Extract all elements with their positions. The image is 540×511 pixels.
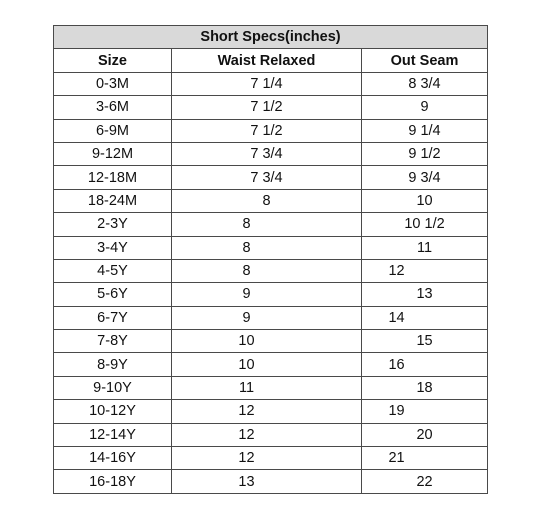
cell-waist-relaxed: [172, 306, 362, 329]
cell-out-seam-value: 13: [416, 286, 433, 303]
cell-out-seam-value: 16: [388, 356, 405, 373]
cell-waist-relaxed-value: 7 3/4: [250, 169, 283, 186]
cell-size-value: 3-4Y: [97, 239, 128, 256]
cell-out-seam-value: 9 1/2: [408, 146, 441, 163]
cell-waist-relaxed-value: 10: [238, 333, 255, 350]
cell-waist-relaxed: [172, 96, 362, 119]
column-header-size: Size: [54, 49, 172, 72]
cell-waist-relaxed: [172, 353, 362, 376]
cell-waist-relaxed: [172, 470, 362, 493]
cell-out-seam: [362, 96, 488, 119]
cell-out-seam-value: 21: [388, 450, 405, 467]
table-row: [54, 330, 488, 353]
cell-waist-relaxed: [172, 400, 362, 423]
table-row: [54, 142, 488, 165]
table-row: [54, 213, 488, 236]
cell-out-seam: [362, 283, 488, 306]
cell-waist-relaxed: [172, 283, 362, 306]
short-specs-table: [53, 25, 488, 494]
cell-waist-relaxed-value: 8: [242, 216, 251, 233]
cell-size-value: 7-8Y: [97, 333, 128, 350]
cell-waist-relaxed-value: 7 3/4: [250, 146, 283, 163]
cell-out-seam: [362, 353, 488, 376]
cell-waist-relaxed: [172, 166, 362, 189]
cell-waist-relaxed: [172, 213, 362, 236]
cell-waist-relaxed: [172, 447, 362, 470]
cell-size-value: 5-6Y: [97, 286, 128, 303]
cell-out-seam: [362, 259, 488, 282]
cell-out-seam-value: 10 1/2: [404, 216, 445, 233]
cell-waist-relaxed: [172, 330, 362, 353]
cell-size-value: 10-12Y: [89, 403, 136, 420]
cell-out-seam: [362, 330, 488, 353]
cell-out-seam: [362, 400, 488, 423]
table-row: [54, 72, 488, 95]
table-row: [54, 470, 488, 493]
cell-size-value: 6-9M: [95, 122, 130, 139]
cell-size-value: 12-14Y: [89, 426, 136, 443]
cell-out-seam-value: 14: [388, 309, 405, 326]
cell-out-seam: [362, 166, 488, 189]
table-title: Short Specs(inches): [54, 26, 488, 49]
column-header-out-seam: Out Seam: [362, 49, 488, 72]
cell-waist-relaxed-value: 7 1/2: [250, 99, 283, 116]
cell-waist-relaxed: [172, 189, 362, 212]
cell-size-value: 18-24M: [87, 192, 138, 209]
cell-waist-relaxed: [172, 142, 362, 165]
cell-out-seam: [362, 189, 488, 212]
cell-waist-relaxed-value: 8: [242, 239, 251, 256]
cell-waist-relaxed-value: 7 1/4: [250, 75, 283, 92]
cell-size-value: 8-9Y: [97, 356, 128, 373]
cell-size-value: 9-10Y: [93, 380, 132, 397]
cell-size-value: 6-7Y: [97, 309, 128, 326]
cell-waist-relaxed: [172, 423, 362, 446]
cell-out-seam-value: 8 3/4: [408, 75, 441, 92]
cell-out-seam: [362, 213, 488, 236]
cell-waist-relaxed-value: 8: [242, 263, 251, 280]
table-row: [54, 259, 488, 282]
cell-size: [54, 189, 172, 212]
cell-out-seam-value: 22: [416, 473, 433, 490]
cell-out-seam: [362, 423, 488, 446]
cell-waist-relaxed-value: 8: [262, 192, 271, 209]
cell-out-seam-value: 11: [416, 239, 433, 256]
table-row: [54, 236, 488, 259]
cell-out-seam-value: 15: [416, 333, 433, 350]
cell-size: [54, 142, 172, 165]
cell-waist-relaxed-value: 9: [242, 286, 251, 303]
cell-out-seam-value: 9: [420, 99, 429, 116]
cell-out-seam-value: 18: [416, 380, 433, 397]
cell-waist-relaxed: [172, 236, 362, 259]
cell-out-seam-value: 9 1/4: [408, 122, 441, 139]
table-header-row: [54, 49, 488, 72]
cell-size-value: 16-18Y: [89, 473, 136, 490]
cell-out-seam: [362, 119, 488, 142]
table-row: [54, 96, 488, 119]
table-row: [54, 376, 488, 399]
cell-waist-relaxed-value: 9: [242, 309, 251, 326]
cell-size-value: 2-3Y: [97, 216, 128, 233]
table-body: [54, 72, 488, 493]
table-row: [54, 119, 488, 142]
cell-waist-relaxed-value: 12: [238, 403, 255, 420]
cell-out-seam: [362, 306, 488, 329]
column-header-waist-relaxed: Waist Relaxed: [172, 49, 362, 72]
cell-out-seam-value: 20: [416, 426, 433, 443]
cell-out-seam: [362, 142, 488, 165]
cell-size-value: 0-3M: [95, 75, 130, 92]
cell-out-seam: [362, 236, 488, 259]
table-row: [54, 447, 488, 470]
cell-size-value: 12-18M: [87, 169, 138, 186]
cell-out-seam: [362, 376, 488, 399]
cell-out-seam: [362, 447, 488, 470]
table-title-row: [54, 26, 488, 49]
cell-size-value: 3-6M: [95, 99, 130, 116]
cell-out-seam-value: 9 3/4: [408, 169, 441, 186]
cell-size: [54, 72, 172, 95]
cell-size-value: 9-12M: [91, 146, 134, 163]
cell-size: [54, 119, 172, 142]
table-row: [54, 306, 488, 329]
cell-waist-relaxed-value: 10: [238, 356, 255, 373]
cell-size-value: 14-16Y: [89, 450, 136, 467]
cell-waist-relaxed: [172, 119, 362, 142]
cell-waist-relaxed-value: 12: [238, 426, 255, 443]
cell-size-value: 4-5Y: [97, 263, 128, 280]
cell-waist-relaxed-value: 7 1/2: [250, 122, 283, 139]
cell-waist-relaxed: [172, 376, 362, 399]
table-row: [54, 189, 488, 212]
cell-out-seam-value: 19: [388, 403, 405, 420]
cell-waist-relaxed: [172, 72, 362, 95]
table-row: [54, 353, 488, 376]
cell-waist-relaxed-value: 13: [238, 473, 255, 490]
table-row: [54, 166, 488, 189]
cell-waist-relaxed-value: 11: [238, 380, 255, 397]
table-row: [54, 400, 488, 423]
table-row: [54, 283, 488, 306]
cell-size: [54, 166, 172, 189]
table-row: [54, 423, 488, 446]
cell-size: [54, 96, 172, 119]
cell-out-seam: [362, 72, 488, 95]
cell-waist-relaxed-value: 12: [238, 450, 255, 467]
cell-out-seam: [362, 470, 488, 493]
cell-waist-relaxed: [172, 259, 362, 282]
cell-out-seam-value: 10: [416, 192, 433, 209]
cell-out-seam-value: 12: [388, 263, 405, 280]
